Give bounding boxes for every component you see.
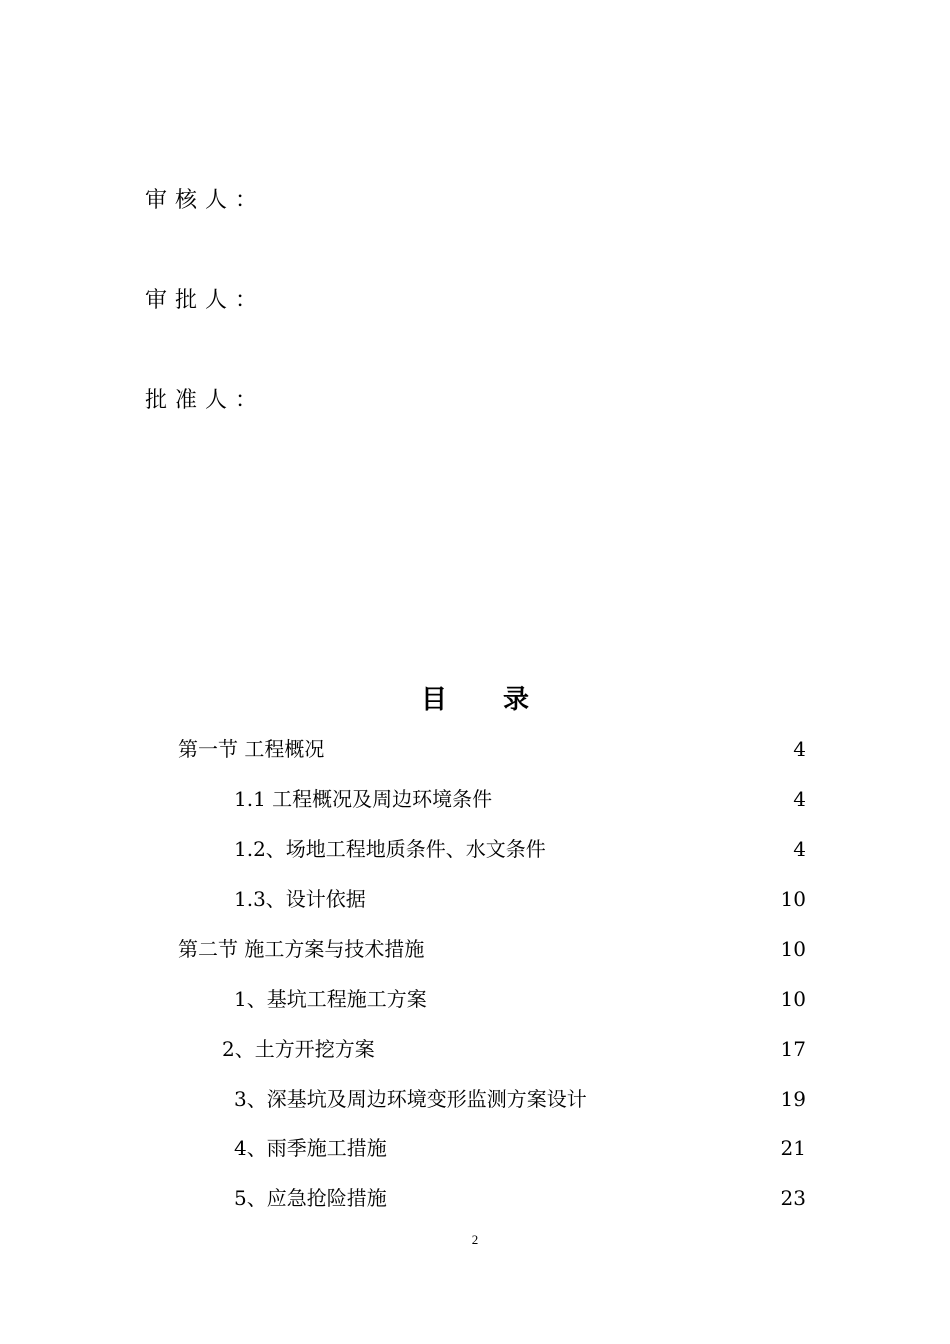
toc-entry[interactable] [0, 1183, 950, 1213]
reviewer-label: 审核人： [145, 188, 266, 213]
toc-entry-label: 第一节 工程概况 [178, 737, 325, 761]
toc-entry-label: 4、雨季施工措施 [234, 1136, 387, 1160]
toc-entry[interactable] [0, 1034, 950, 1064]
toc-entry-label: 3、深基坑及周边环境变形监测方案设计 [234, 1087, 587, 1111]
toc-title [0, 682, 950, 718]
toc-entry-page: 19 [780, 1087, 806, 1111]
toc-entry-label: 第二节 施工方案与技术措施 [178, 937, 425, 961]
toc-entry-label: 1.3、设计依据 [234, 887, 366, 911]
toc-entry-page: 23 [780, 1186, 806, 1210]
toc-entry[interactable] [0, 984, 950, 1014]
toc-entry[interactable] [0, 834, 950, 864]
toc-entry-page: 21 [780, 1136, 806, 1160]
toc-entry-page: 17 [780, 1037, 806, 1061]
toc-entry-page: 4 [793, 787, 806, 811]
toc-title-char: 目 [420, 685, 447, 715]
toc-entry-page: 4 [793, 737, 806, 761]
toc-entry[interactable] [0, 1133, 950, 1163]
toc-entry-label: 1.1 工程概况及周边环境条件 [234, 787, 493, 811]
toc-title-char: 录 [503, 685, 530, 715]
page-number: 2 [471, 1232, 479, 1247]
toc-entry-page: 10 [780, 937, 806, 961]
toc-entry-label: 2、土方开挖方案 [222, 1037, 375, 1061]
toc-entry[interactable] [0, 1084, 950, 1114]
toc-entry-label: 5、应急抢险措施 [234, 1186, 387, 1210]
toc-entry[interactable] [0, 784, 950, 814]
toc-entry-page: 10 [780, 887, 806, 911]
toc-entry-page: 10 [780, 987, 806, 1011]
authorizer-label: 批准人： [145, 388, 266, 413]
approver-label: 审批人： [145, 288, 266, 313]
toc-entry[interactable] [0, 934, 950, 964]
toc-entry-label: 1.2、场地工程地质条件、水文条件 [234, 837, 546, 861]
toc-entry[interactable] [0, 884, 950, 914]
toc-entry-page: 4 [793, 837, 806, 861]
toc-entry[interactable] [0, 734, 950, 764]
toc-entry-label: 1、基坑工程施工方案 [234, 987, 427, 1011]
